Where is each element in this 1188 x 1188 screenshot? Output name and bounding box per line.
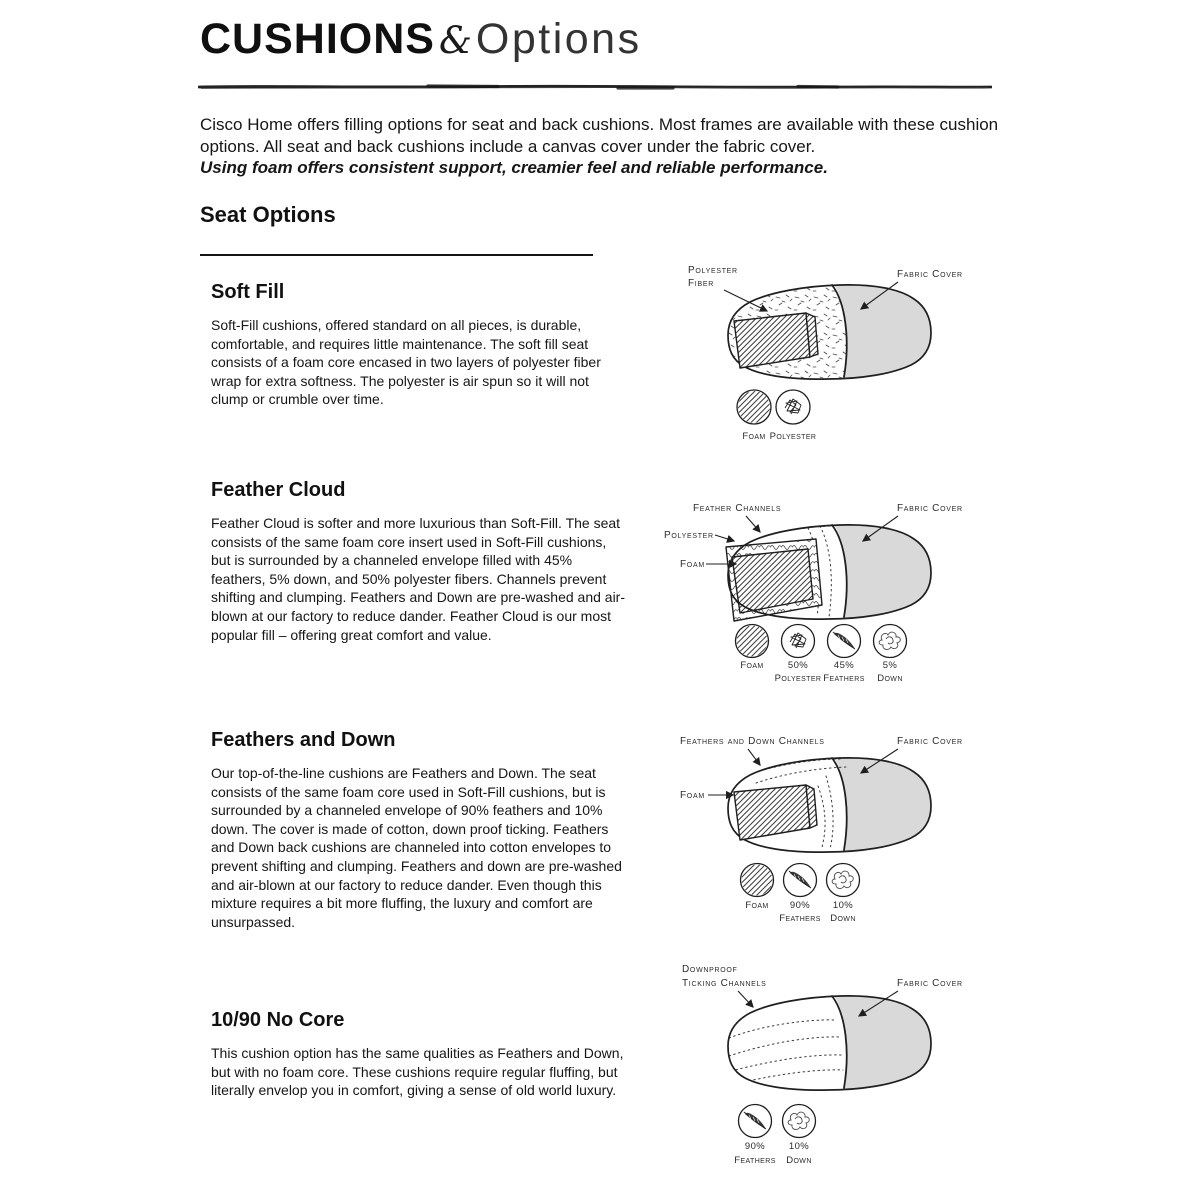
feather-cloud-cushion-drawing — [726, 521, 956, 623]
swatch-polyester — [770, 390, 817, 442]
label-polyester-fiber-line2: Fiber — [688, 278, 714, 289]
no-core-cushion-drawing — [728, 992, 956, 1094]
swatch-foam — [736, 625, 769, 672]
seat-options-divider — [200, 254, 593, 256]
title-divider-rough-line — [198, 82, 992, 92]
page-header — [200, 16, 642, 63]
soft-fill-cushion-drawing — [722, 281, 956, 383]
swatch-label: 90% — [744, 1141, 766, 1152]
swatch-label: Feathers — [734, 1155, 776, 1166]
swatch-label: Feathers — [823, 673, 865, 684]
intro-text: Cisco Home offers filling options for seat and back cushions. Most frames are available with these cushion options. All seat and back cushions include a canvas cover under the fabric cover. — [200, 115, 999, 156]
swatch-foam — [737, 390, 771, 442]
section-body-feather-cloud: Feather Cloud is softer and more luxurious than Soft-Fill. The seat consists of the same foam core insert used in Soft-Fill cushions, but is surrounded by a channeled envelope filled with 45% feathers, 5% down, and 50% polyester fibers. Channels prevent shifting and clumping. Feathers and Down are pre-washed and air-blown at our factory to reduce dander. Feather Cloud is our most popular fill – offering great comfort and value. — [211, 515, 626, 643]
label-feather-channels: Feather Channels — [693, 503, 782, 514]
swatch-label: Down — [877, 673, 903, 684]
feather-cloud-illustration — [660, 495, 1000, 695]
swatch-label: 45% — [833, 660, 855, 671]
label-foam: Foam — [680, 790, 705, 801]
seat-options-heading: Seat Options — [200, 202, 336, 227]
swatch-label-foam: Foam — [742, 431, 766, 442]
title-ampersand: & — [438, 19, 472, 62]
label-downproof-line1: Downproof — [682, 964, 738, 975]
section-body-10-90-no-core: This cushion option has the same qualities as Feathers and Down, but with no foam core. These cushions require regular fluffing, but literally envelop you in comfort, giving a sense of old world luxury. — [211, 1045, 624, 1099]
swatch-label: Foam — [740, 660, 764, 671]
intro-emphasis: Using foam offers consistent support, creamier feel and reliable performance. — [200, 158, 828, 178]
title-main: CUSHIONS — [200, 15, 435, 63]
swatch-foam — [741, 864, 774, 912]
section-heading-feathers-and-down: Feathers and Down — [211, 729, 396, 751]
section-heading-feather-cloud: Feather Cloud — [211, 479, 346, 501]
swatch-label: Polyester — [774, 673, 822, 684]
label-fabric-cover: Fabric Cover — [897, 978, 963, 989]
swatch-90-feathers — [779, 864, 821, 925]
swatch-label: 50% — [787, 660, 809, 671]
feathers-and-down-illustration — [660, 728, 1000, 933]
swatch-label: 10% — [832, 900, 854, 911]
swatch-label: 90% — [789, 900, 811, 911]
title-sub: Options — [475, 15, 642, 63]
label-downproof-line2: Ticking Channels — [682, 978, 767, 989]
swatch-label: Feathers — [779, 913, 821, 924]
section-heading-soft-fill: Soft Fill — [211, 281, 285, 303]
swatch-label: Down — [786, 1155, 812, 1166]
intro-block — [200, 114, 1000, 179]
page-title — [200, 16, 642, 63]
label-fabric-cover: Fabric Cover — [897, 736, 963, 747]
swatch-10-down — [783, 1105, 816, 1167]
arrow-polyester — [715, 535, 734, 541]
arrow-feather-channels — [746, 516, 760, 532]
swatch-5-down — [874, 625, 907, 685]
soft-fill-illustration — [660, 255, 1000, 455]
label-fabric-cover: Fabric Cover — [897, 269, 963, 280]
section-heading-10-90-no-core: 10/90 No Core — [211, 1009, 345, 1031]
label-fabric-cover: Fabric Cover — [897, 503, 963, 514]
label-feathers-and-down-channels: Feathers and Down Channels — [680, 736, 825, 747]
swatch-50-polyester — [775, 625, 822, 685]
no-core-illustration — [660, 958, 1000, 1180]
section-body-soft-fill: Soft-Fill cushions, offered standard on all pieces, is durable, comfortable, and requires little maintenance. The soft fill seat consists of a foam core encased in two layers of polyester fiber wrap for extra softness. The polyester is air spun so it will not clump or crumble over time. — [211, 317, 601, 408]
swatch-label: Down — [830, 913, 856, 924]
label-polyester-fiber-line1: Polyester — [688, 265, 738, 276]
feathers-and-down-cushion-drawing — [728, 754, 956, 856]
swatch-45-feathers — [823, 625, 865, 685]
swatch-label-polyester: Polyester — [769, 431, 817, 442]
arrow-feathers-and-down-channels — [748, 749, 760, 765]
swatch-label: 10% — [788, 1141, 810, 1152]
label-polyester: Polyester — [664, 530, 714, 541]
swatch-label: Foam — [745, 900, 769, 911]
swatch-label: 5% — [882, 660, 898, 671]
arrow-downproof-ticking-channels — [738, 991, 753, 1007]
swatch-10-down — [827, 864, 860, 925]
label-foam: Foam — [680, 559, 705, 570]
swatch-90-feathers — [734, 1105, 776, 1167]
section-body-feathers-and-down: Our top-of-the-line cushions are Feathers and Down. The seat consists of the same foam core used in Soft-Fill cushions, but is surrounded by a channeled envelope of 90% feathers and 10% down. The cover is made of cotton, down proof ticking. Feathers and Down back cushions are channeled into cotton envelopes to prevent shifting and clumping. Feathers and down are pre-washed and air-blown at our factory to reduce dander. Even though this mixture requires a bit more fluffing, the luxury and comfort are unsurpassed. — [211, 765, 622, 930]
